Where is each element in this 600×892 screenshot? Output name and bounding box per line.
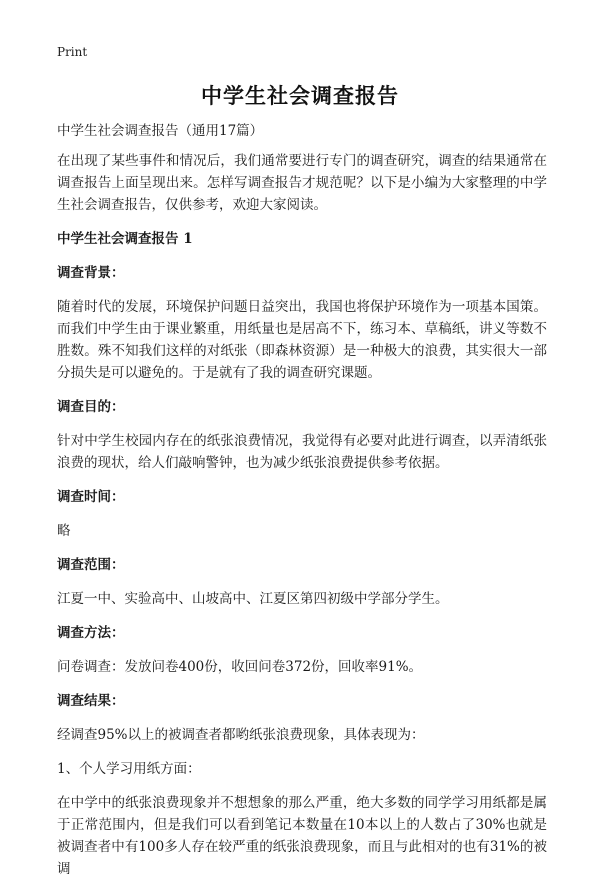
result-paragraph: 经调查95%以上的被调查者都哟纸张浪费现象，具体表现为： <box>57 727 425 743</box>
purpose-paragraph: 针对中学生校园内存在的纸张浪费情况，我觉得有必要对此进行调查，以弄清纸张浪费的现状，给人们敲响警钟，也为减少纸张浪费提供参考依据。 <box>57 433 547 471</box>
time-paragraph: 略 <box>57 523 71 539</box>
background-paragraph: 随着时代的发展，环境保护问题日益突出，我国也将保护环境作为一项基本国策。而我们中学生由于课业繁重，用纸量也是居高不下，练习本、草稿纸，讲义等数不胜数。殊不知我们这样的对纸张（即森林资源）是一种极大的浪费，其实很大一部分损失是可以避免的。于是就有了我的调查研究课题。 <box>57 299 547 381</box>
result-heading: 调查结果： <box>57 693 125 709</box>
document-title: 中学生社会调查报告 <box>201 83 399 108</box>
scope-heading: 调查范围： <box>57 557 125 573</box>
document-subtitle: 中学生社会调查报告（通用17篇） <box>57 123 264 139</box>
time-heading: 调查时间： <box>57 489 125 505</box>
scope-paragraph: 江夏一中、实验高中、山坡高中、江夏区第四初级中学部分学生。 <box>57 591 449 607</box>
method-paragraph: 问卷调查：发放问卷400份，收回问卷372份，回收率91%。 <box>57 659 423 675</box>
purpose-heading: 调查目的： <box>57 399 125 415</box>
print-link[interactable]: Print <box>57 45 88 59</box>
section-title: 中学生社会调查报告 1 <box>57 231 193 247</box>
background-heading: 调查背景： <box>57 265 125 281</box>
item1-paragraph: 在中学中的纸张浪费现象并不想想象的那么严重，绝大多数的同学学习用纸都是属于正常范围内，但是我们可以看到笔记本数量在10本以上的人数占了30%也就是被调查者中有100多人存在较严重的纸张浪费现象，而且与此相对的也有31%的被调 <box>57 795 547 877</box>
item1-heading: 1、个人学习用纸方面： <box>57 761 201 777</box>
intro-paragraph: 在出现了某些事件和情况后，我们通常要进行专门的调查研究，调查的结果通常在调查报告上面呈现出来。怎样写调查报告才规范呢？以下是小编为大家整理的中学生社会调查报告，仅供参考，欢迎大家阅读。 <box>57 153 547 213</box>
document-body <box>57 120 547 892</box>
method-heading: 调查方法： <box>57 625 125 641</box>
